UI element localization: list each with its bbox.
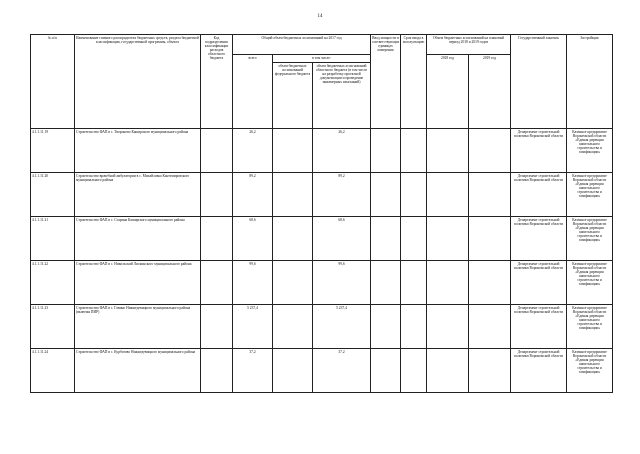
table-row <box>31 349 613 393</box>
row-2018 <box>427 305 469 349</box>
row-customer: Департамент строительной политики Воронежской области <box>511 217 567 261</box>
header-total: всего <box>233 55 273 129</box>
header-incl: в том числе: <box>273 55 371 63</box>
row-developer: Казенное предприятие Воронежской области «Единая дирекция капитального строительства и газификации» <box>567 261 613 305</box>
header-developer: Застройщик <box>567 35 613 129</box>
row-customer: Департамент строительной политики Воронежской области <box>511 173 567 217</box>
header-capacity: Ввод мощности в соответствующих единицах измерения <box>371 35 401 129</box>
row-code <box>201 173 233 217</box>
row-2019 <box>469 129 511 173</box>
row-term <box>401 129 427 173</box>
table-row <box>31 305 613 349</box>
row-number: 4.1.1.11.24 <box>31 349 75 393</box>
row-term <box>401 349 427 393</box>
row-number: 4.1.1.11.22 <box>31 261 75 305</box>
header-regional: объем бюджетных ассигнований областного бюджета (в том числе на разработку проектной документации и проведение инженерных изысканий) <box>313 63 371 129</box>
row-developer: Казенное предприятие Воронежской области «Единая дирекция капитального строительства и газификации» <box>567 129 613 173</box>
row-number: 4.1.1.11.20 <box>31 173 75 217</box>
row-total: 68,6 <box>233 217 273 261</box>
row-code <box>201 261 233 305</box>
row-2018 <box>427 349 469 393</box>
header-total-group: Общий объем бюджетных ассигнований на 2017 год <box>233 35 371 55</box>
row-total: 99,6 <box>233 261 273 305</box>
table-row <box>31 173 613 217</box>
row-developer: Казенное предприятие Воронежской области «Единая дирекция капитального строительства и газификации» <box>567 305 613 349</box>
row-code <box>201 349 233 393</box>
row-federal <box>273 349 313 393</box>
row-number: 4.1.1.11.21 <box>31 217 75 261</box>
row-2019 <box>469 305 511 349</box>
row-name: Строительство ФАП в с. Твороново Каширского муниципального района <box>75 129 201 173</box>
row-total: 26,2 <box>233 129 273 173</box>
row-code <box>201 217 233 261</box>
row-total: 37,2 <box>233 349 273 393</box>
table-row <box>31 217 613 261</box>
row-total: 5 237,4 <box>233 305 273 349</box>
row-2019 <box>469 173 511 217</box>
row-developer: Казенное предприятие Воронежской области «Единая дирекция капитального строительства и газификации» <box>567 217 613 261</box>
row-name: Строительство ФАП в с. Гавино Нижнедевицкого муниципального района (включая ПИР) <box>75 305 201 349</box>
row-developer: Казенное предприятие Воронежской области «Единая дирекция капитального строительства и газификации» <box>567 349 613 393</box>
header-term: Срок ввода в эксплуатацию <box>401 35 427 129</box>
row-2018 <box>427 173 469 217</box>
row-name: Строительство ФАП в с. Старина Каширского муниципального района <box>75 217 201 261</box>
header-code: Код подразделения классификации расходов областного бюджета <box>201 35 233 129</box>
row-customer: Департамент строительной политики Воронежской области <box>511 349 567 393</box>
page-number: 14 <box>317 14 323 19</box>
row-regional: 68,6 <box>313 217 371 261</box>
row-term <box>401 261 427 305</box>
row-name: Строительство врачебной амбулатории в с. Михайловка Кантемировского муниципального района <box>75 173 201 217</box>
header-no: № п/п <box>31 35 75 129</box>
row-capacity <box>371 173 401 217</box>
row-federal <box>273 261 313 305</box>
header-plan-group: Объем бюджетных ассигнований на плановый период 2018 и 2019 годов <box>427 35 511 55</box>
row-developer: Казенное предприятие Воронежской области «Единая дирекция капитального строительства и газификации» <box>567 173 613 217</box>
row-term <box>401 305 427 349</box>
row-federal <box>273 217 313 261</box>
header-2018: 2018 год <box>427 55 469 129</box>
budget-table <box>30 34 613 393</box>
row-number: 4.1.1.11.19 <box>31 129 75 173</box>
row-code <box>201 129 233 173</box>
row-federal <box>273 305 313 349</box>
row-regional: 99,6 <box>313 261 371 305</box>
row-capacity <box>371 305 401 349</box>
row-2019 <box>469 261 511 305</box>
header-name: Наименование главного распорядителя бюджетных средств, раздела бюджетной классификации, государственной программы, объекта <box>75 35 201 129</box>
row-number: 4.1.1.11.23 <box>31 305 75 349</box>
row-capacity <box>371 217 401 261</box>
row-federal <box>273 173 313 217</box>
row-regional: 5 237,4 <box>313 305 371 349</box>
row-regional: 26,2 <box>313 129 371 173</box>
header-federal: объем бюджетных ассигнований федерального бюджета <box>273 63 313 129</box>
header-2019: 2019 год <box>469 55 511 129</box>
table-row <box>31 261 613 305</box>
row-2019 <box>469 217 511 261</box>
row-2018 <box>427 261 469 305</box>
row-2018 <box>427 129 469 173</box>
row-term <box>401 217 427 261</box>
row-2019 <box>469 349 511 393</box>
row-capacity <box>371 129 401 173</box>
row-federal <box>273 129 313 173</box>
row-regional: 89,2 <box>313 173 371 217</box>
row-name: Строительство ФАП в с. Никольский Лискинского муниципального района <box>75 261 201 305</box>
row-capacity <box>371 349 401 393</box>
row-2018 <box>427 217 469 261</box>
row-customer: Департамент строительной политики Воронежской области <box>511 129 567 173</box>
row-term <box>401 173 427 217</box>
row-customer: Департамент строительной политики Воронежской области <box>511 261 567 305</box>
row-capacity <box>371 261 401 305</box>
row-name: Строительство ФАП в с. Курбатово Нижнедевицкого муниципального района <box>75 349 201 393</box>
header-customer: Государственный заказчик <box>511 35 567 129</box>
row-regional: 37,2 <box>313 349 371 393</box>
row-total: 89,2 <box>233 173 273 217</box>
table-row <box>31 129 613 173</box>
row-customer: Департамент строительной политики Воронежской области <box>511 305 567 349</box>
row-code <box>201 305 233 349</box>
